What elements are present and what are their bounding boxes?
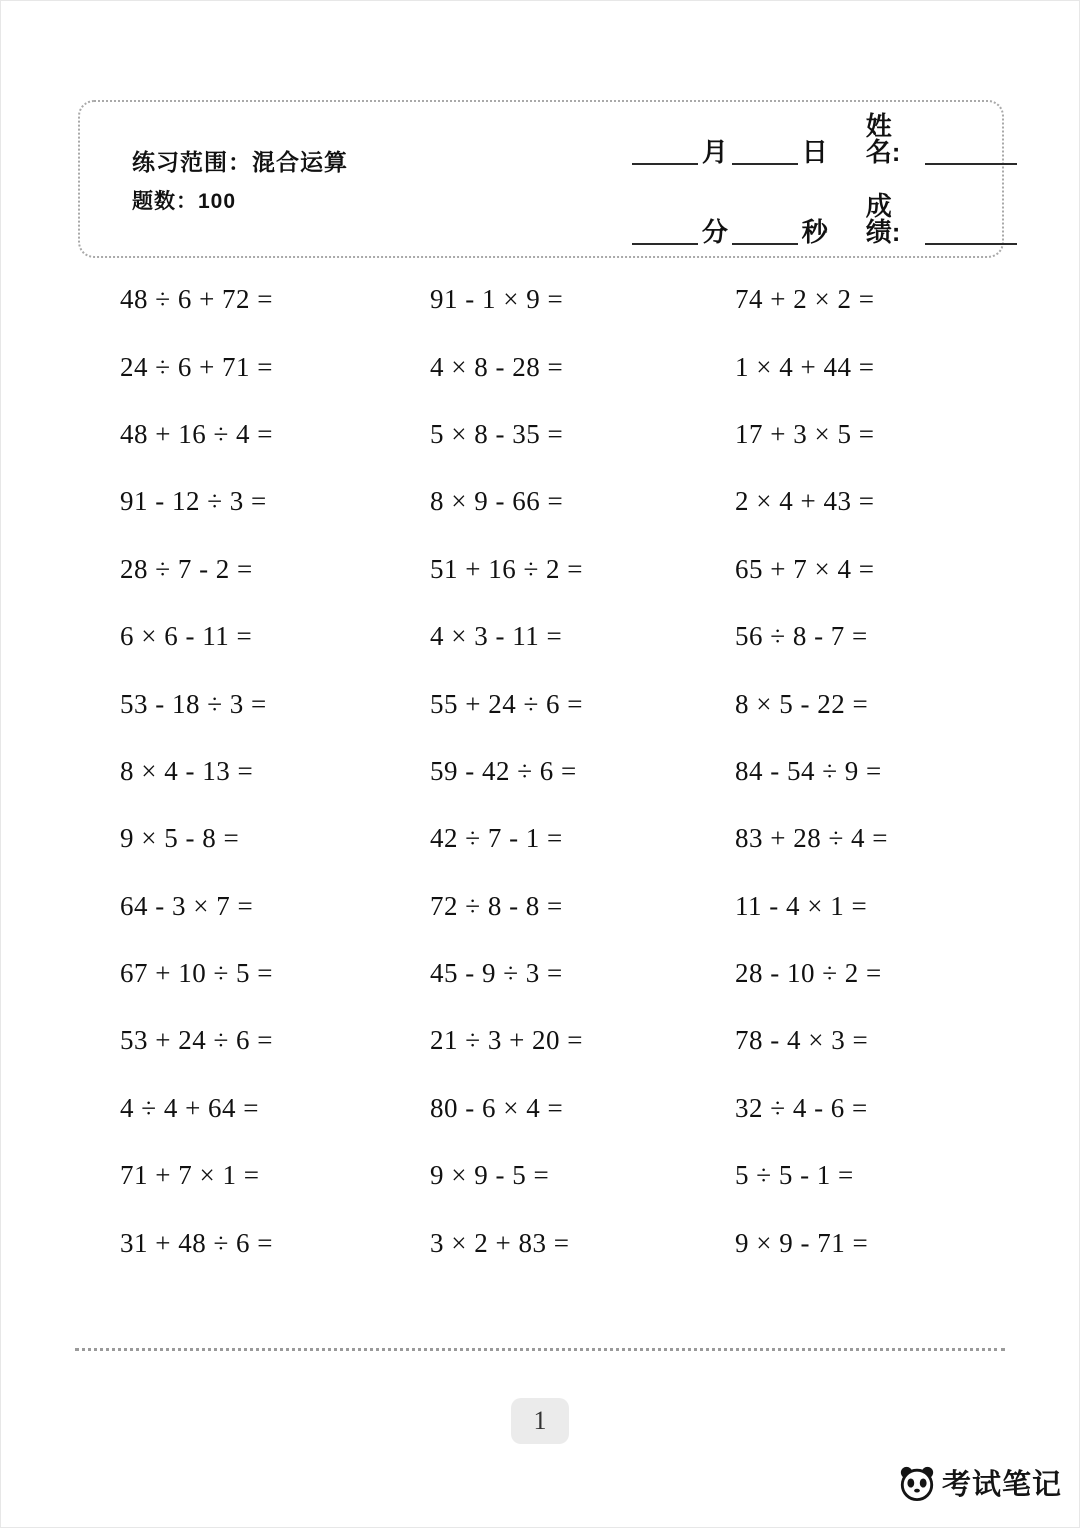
header-fill-block <box>632 102 1017 256</box>
problem: 84 - 54 ÷ 9 = <box>735 755 882 786</box>
problem: 2 × 4 + 43 = <box>735 486 875 517</box>
problem: 55 + 24 ÷ 6 = <box>430 688 584 719</box>
problem: 28 - 10 ÷ 2 = <box>735 958 882 989</box>
problem: 56 ÷ 8 - 7 = <box>735 621 868 652</box>
problem-grid <box>120 266 980 1277</box>
problem: 71 + 7 × 1 = <box>120 1160 260 1191</box>
practice-range-label: 练习范围：混合运算 <box>132 148 348 175</box>
header-info-block <box>132 102 348 256</box>
problem: 59 - 42 ÷ 6 = <box>430 755 577 786</box>
minute-blank-line <box>632 221 698 245</box>
date-name-row <box>632 113 1017 165</box>
problem: 48 + 16 ÷ 4 = <box>120 418 274 449</box>
problem: 9 × 5 - 8 = <box>120 823 240 854</box>
problem: 8 × 5 - 22 = <box>735 688 869 719</box>
panda-logo-icon <box>898 1464 936 1502</box>
problem: 4 × 8 - 28 = <box>430 351 564 382</box>
bottom-dotted-divider <box>75 1348 1005 1351</box>
problem: 8 × 4 - 13 = <box>120 755 254 786</box>
problem: 48 ÷ 6 + 72 = <box>120 284 274 315</box>
problem: 21 ÷ 3 + 20 = <box>430 1025 584 1056</box>
problem: 72 ÷ 8 - 8 = <box>430 890 563 921</box>
problem: 24 ÷ 6 + 71 = <box>120 351 274 382</box>
problem: 3 × 2 + 83 = <box>430 1227 570 1258</box>
problem: 91 - 1 × 9 = <box>430 284 564 315</box>
day-label: 日 <box>801 137 828 167</box>
brand-footer <box>898 1462 1062 1503</box>
name-label: 姓名: <box>865 111 901 167</box>
brand-name: 考试笔记 <box>941 1469 1062 1501</box>
problem: 32 ÷ 4 - 6 = <box>735 1092 868 1123</box>
month-blank-line <box>632 141 698 165</box>
problem: 4 × 3 - 11 = <box>430 621 563 652</box>
problem: 74 + 2 × 2 = <box>735 284 875 315</box>
problem: 45 - 9 ÷ 3 = <box>430 958 563 989</box>
problem: 1 × 4 + 44 = <box>735 351 875 382</box>
worksheet-header <box>78 100 1004 258</box>
problem: 91 - 12 ÷ 3 = <box>120 486 267 517</box>
minute-label: 分 <box>701 217 728 247</box>
problem: 28 ÷ 7 - 2 = <box>120 553 253 584</box>
problem: 42 ÷ 7 - 1 = <box>430 823 563 854</box>
problem: 9 × 9 - 71 = <box>735 1227 869 1258</box>
second-blank-line <box>732 221 798 245</box>
second-label: 秒 <box>801 217 828 247</box>
page-number: 1 <box>511 1398 569 1444</box>
month-label: 月 <box>701 137 728 167</box>
problem: 17 + 3 × 5 = <box>735 418 875 449</box>
problem: 4 ÷ 4 + 64 = <box>120 1092 260 1123</box>
score-blank-line <box>925 221 1016 245</box>
question-count-label: 题数：100 <box>132 189 237 213</box>
problem: 5 × 8 - 35 = <box>430 418 564 449</box>
problem: 83 + 28 ÷ 4 = <box>735 823 889 854</box>
problem: 9 × 9 - 5 = <box>430 1160 550 1191</box>
score-label: 成绩: <box>865 191 901 247</box>
problem: 53 + 24 ÷ 6 = <box>120 1025 274 1056</box>
problem: 67 + 10 ÷ 5 = <box>120 958 274 989</box>
problem: 11 - 4 × 1 = <box>735 890 868 921</box>
time-score-row <box>632 193 1017 245</box>
problem: 5 ÷ 5 - 1 = <box>735 1160 854 1191</box>
problem: 65 + 7 × 4 = <box>735 553 875 584</box>
name-blank-line <box>925 141 1016 165</box>
problem: 80 - 6 × 4 = <box>430 1092 564 1123</box>
problem: 8 × 9 - 66 = <box>430 486 564 517</box>
problem: 51 + 16 ÷ 2 = <box>430 553 584 584</box>
day-blank-line <box>732 141 798 165</box>
problem: 53 - 18 ÷ 3 = <box>120 688 267 719</box>
problem: 6 × 6 - 11 = <box>120 621 253 652</box>
problem: 31 + 48 ÷ 6 = <box>120 1227 274 1258</box>
problem: 64 - 3 × 7 = <box>120 890 254 921</box>
problem: 78 - 4 × 3 = <box>735 1025 869 1056</box>
